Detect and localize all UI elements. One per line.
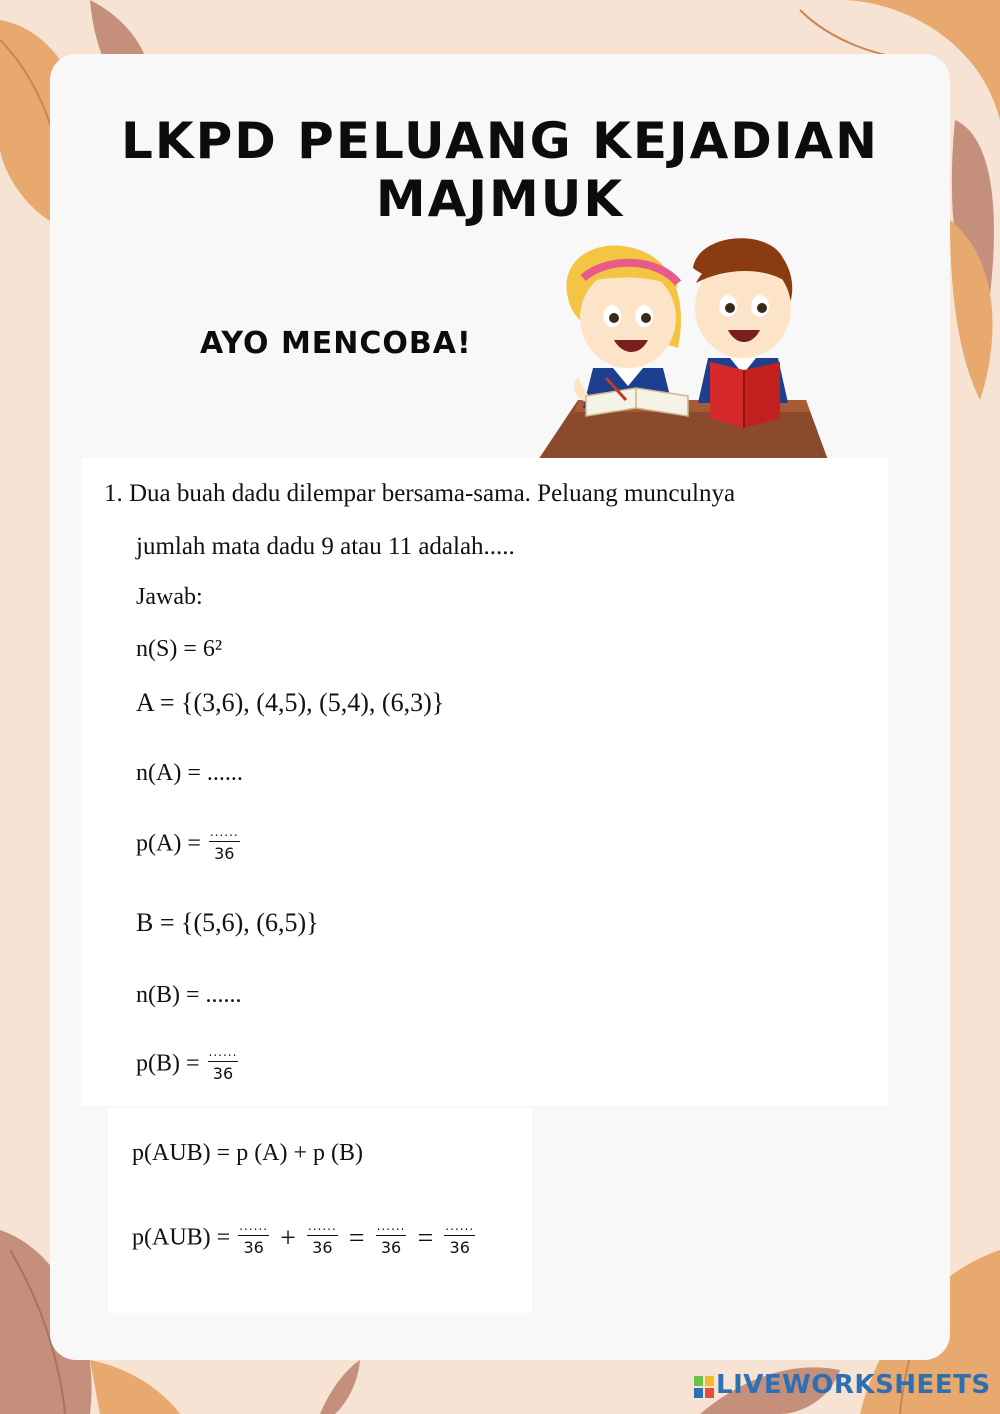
fraction-denominator: 36 xyxy=(243,1238,264,1257)
fraction-denominator: 36 xyxy=(214,844,235,863)
liveworksheets-logo-icon xyxy=(694,1376,714,1398)
page-title: LKPD PELUANG KEJADIAN MAJMUK xyxy=(121,112,879,228)
union-fraction-3 xyxy=(376,1220,407,1258)
sample-space-count: n(S) = 6² xyxy=(136,636,223,662)
n-a-blank: n(A) = ...... xyxy=(136,760,243,786)
children-studying-illustration xyxy=(538,228,828,460)
p-b-fraction xyxy=(208,1046,239,1084)
equals-sign: = xyxy=(348,1223,365,1254)
logo-text: LIVEWORKSHEETS xyxy=(716,1370,991,1400)
fraction-denominator: 36 xyxy=(312,1238,333,1257)
question-text-line-1: 1. Dua buah dadu dilempar bersama-sama. Peluang munculnya xyxy=(104,480,736,507)
fraction-denominator: 36 xyxy=(449,1238,470,1257)
fraction-numerator-blank: ...... xyxy=(238,1220,269,1236)
fraction-numerator-blank: ...... xyxy=(444,1220,475,1236)
red-book-icon xyxy=(710,362,780,428)
fraction-denominator: 36 xyxy=(380,1238,402,1257)
subtitle: AYO MENCOBA! xyxy=(200,326,472,361)
question-text-line-2: jumlah mata dadu 9 atau 11 adalah..... xyxy=(136,533,515,560)
plus-sign: + xyxy=(280,1223,296,1254)
union-calculation-row xyxy=(132,1220,477,1258)
fraction-numerator-blank: ...... xyxy=(307,1220,338,1236)
p-a-row xyxy=(136,826,242,864)
union-formula: p(AUB) = p (A) + p (B) xyxy=(132,1140,364,1166)
set-a: A = {(3,6), (4,5), (5,4), (6,3)} xyxy=(136,688,445,717)
answer-label: Jawab: xyxy=(136,584,203,610)
union-answer-box xyxy=(108,1108,532,1313)
fraction-numerator-blank: ...... xyxy=(376,1220,407,1236)
fraction-numerator-blank: ...... xyxy=(209,826,240,842)
fraction-denominator: 36 xyxy=(212,1064,234,1083)
fraction-numerator-blank: ...... xyxy=(208,1046,239,1062)
union-fraction-2 xyxy=(307,1220,338,1258)
n-b-blank: n(B) = ...... xyxy=(136,982,242,1008)
question-box xyxy=(82,458,888,1106)
union-fraction-4 xyxy=(444,1220,475,1258)
p-a-label: p(A) = xyxy=(136,830,201,857)
leaf-bottom-center-icon xyxy=(320,1360,360,1414)
union-calc-label: p(AUB) = xyxy=(132,1224,231,1251)
p-a-fraction xyxy=(209,826,240,864)
equals-sign: = xyxy=(417,1223,434,1254)
girl-icon xyxy=(566,245,681,408)
union-fraction-1 xyxy=(238,1220,269,1258)
p-b-label: p(B) = xyxy=(136,1050,200,1077)
p-b-row xyxy=(136,1046,240,1084)
set-b: B = {(5,6), (6,5)} xyxy=(136,908,319,937)
